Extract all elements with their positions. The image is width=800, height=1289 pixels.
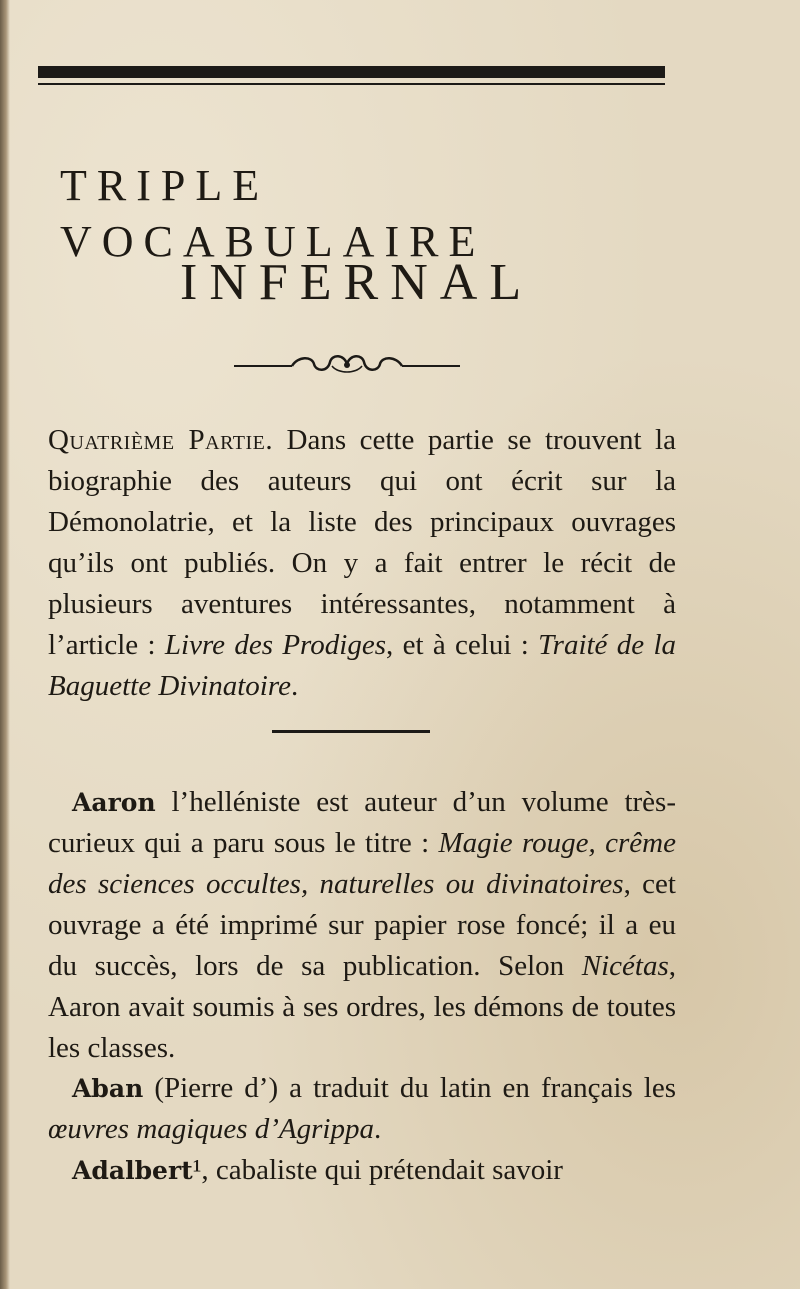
entry-italic: Magie rouge, crême des sciences occultes, naturelles ou divinatoires bbox=[48, 827, 676, 900]
entry-aaron bbox=[48, 782, 676, 1069]
page-binding-edge bbox=[0, 0, 10, 1289]
entry-text: . bbox=[373, 1113, 382, 1145]
entry-adalbert bbox=[48, 1150, 676, 1191]
title-line-2: INFERNAL bbox=[180, 254, 534, 311]
entry-headword: Adalbert bbox=[72, 1156, 193, 1185]
entry-text: (Pierre d’) a traduit du latin en français les bbox=[143, 1072, 676, 1104]
entry-headword: Aban bbox=[72, 1074, 144, 1103]
entry-headword: Aaron bbox=[72, 788, 156, 817]
entry-text: ¹, cabaliste qui prétendait savoir bbox=[192, 1154, 563, 1186]
section-separator bbox=[272, 730, 430, 733]
entry-italic: Nicétas bbox=[581, 950, 669, 982]
intro-italic-2: Traité de la Baguette Divinatoire bbox=[48, 629, 677, 702]
intro-label: Quatrième Partie. bbox=[48, 424, 274, 456]
intro-italic-1: Livre des Prodiges bbox=[164, 629, 386, 661]
intro-paragraph bbox=[48, 420, 676, 707]
header-rule-thin bbox=[38, 83, 665, 85]
entry-text: l’helléniste est auteur d’un volume très- curieux qui a paru sous le titre : bbox=[48, 786, 676, 859]
intro-text-3: . bbox=[290, 670, 299, 702]
entry-aban bbox=[48, 1068, 676, 1150]
title-line-1: TRIPLE VOCABULAIRE bbox=[60, 161, 486, 266]
header-rule-thick bbox=[38, 66, 665, 78]
ornament-flourish-icon bbox=[232, 350, 462, 380]
intro-text-1: Dans cette partie se trouvent la biographie des auteurs qui ont écrit sur la Démonolatrie, et la liste des principaux ouvrages qu’ils ont publiés. On y a fait entrer le récit de plusieurs aventures intéressantes, notamment à l’article : bbox=[48, 424, 676, 661]
entry-text: , cet ouvrage a été imprimé sur papier rose foncé; il a eu du succès, lors de sa publication. Selon bbox=[48, 868, 676, 982]
entry-italic: œuvres magiques d’Agrippa bbox=[48, 1113, 374, 1145]
entry-text: , Aaron avait soumis à ses ordres, les démons de toutes les classes. bbox=[48, 950, 676, 1064]
intro-text-2: , et à celui : bbox=[386, 629, 539, 661]
